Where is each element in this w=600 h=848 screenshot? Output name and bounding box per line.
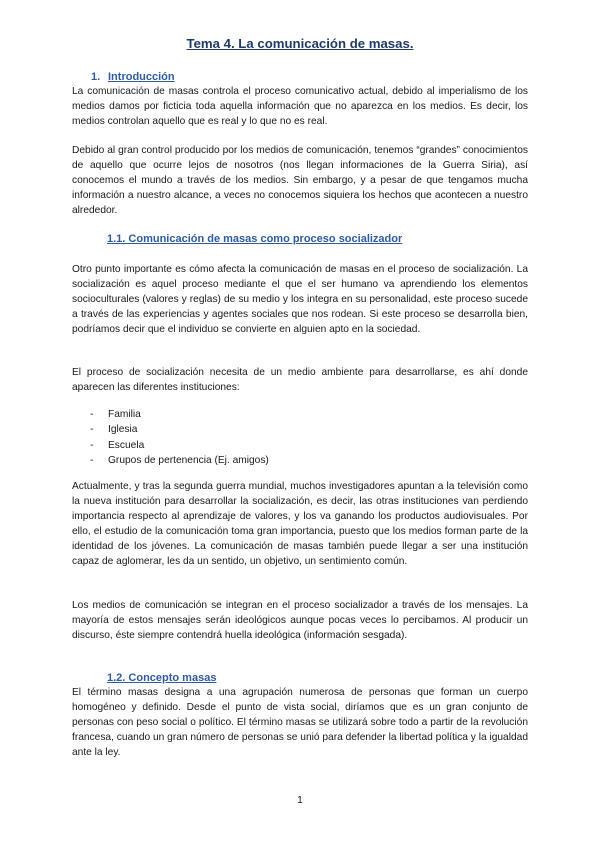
list-item xyxy=(90,422,490,437)
list-marker: - xyxy=(90,439,94,451)
list-marker: - xyxy=(90,409,94,420)
paragraph: El proceso de socialización necesita de un medio ambiente para desarrollarse, es ahí donde aparecen las diferentes instituciones: xyxy=(72,367,528,394)
paragraph: Otro punto importante es cómo afecta la comunicación de masas en el proceso de socialización. La socialización es aquel proceso mediante el que el ser humano va aprendiendo los elementos socioculturales (valores y reglas) de su medio y los integra en su personalidad, este proceso sucede a través de las experiencias y agentes sociales que nos rodean. Si este proceso se desarrolla bien, podríamos decir que el individuo se convierte en alguien apto en la sociedad. xyxy=(72,264,528,336)
list-item xyxy=(90,438,490,453)
institutions-list xyxy=(90,407,490,468)
list-item-text: Familia xyxy=(108,409,141,420)
section-heading-text: Introducción xyxy=(108,71,175,83)
paragraph: Los medios de comunicación se integran en el proceso socializador a través de los mensajes. La mayoría de estos mensajes serán ideológicos aunque pocas veces lo percibamos. Al producir un discurso, éste siempre contendrá huella ideológica (información sesgada). xyxy=(72,600,528,642)
section-heading-introduccion xyxy=(91,71,175,83)
section-number: 1. xyxy=(91,71,101,83)
list-marker: - xyxy=(90,454,94,466)
list-item xyxy=(90,453,490,468)
paragraph: Actualmente, y tras la segunda guerra mundial, muchos investigadores apuntan a la televisión como la nueva institución para desarrollar la socialización, es decir, las otras instituciones van perdiendo importancia respecto al aprendizaje de valores, y los va ganando los productos audiovisuales. Por ello, el estudio de la comunicación toma gran importancia, puesto que los medios forman parte de la identidad de los jóvenes. La comunicación de masas también puede llegar a ser una institución capaz de aglomerar, les da un sentido, un objetivo, un sentimiento común. xyxy=(72,481,528,568)
list-item-text: Iglesia xyxy=(108,424,138,436)
list-item-text: Grupos de pertenencia (Ej. amigos) xyxy=(108,454,269,466)
subsection-heading-socializador: 1.1. Comunicación de masas como proceso socializador xyxy=(107,233,403,245)
paragraph: El término masas designa a una agrupación numerosa de personas que forman un cuerpo homogéneo y definido. Desde el punto de vista social, diríamos que es un gran conjunto de personas con peso social o político. El término masas se utilizará sobre todo a partir de la revolución francesa, cuando un gran número de personas se unió para defender la libertad política y la igualdad ante la ley. xyxy=(72,687,528,759)
subsection-heading-concepto-masas: 1.2. Concepto masas xyxy=(107,672,217,684)
paragraph: La comunicación de masas controla el proceso comunicativo actual, debido al imperialismo de los medios damos por ficticia toda aquella información que no aparezca en los medios. Es decir, los medios controlan aquello que es real y lo que no es real. xyxy=(72,86,528,128)
list-item xyxy=(90,407,490,422)
list-marker: - xyxy=(90,424,94,436)
paragraph: Debido al gran control producido por los medios de comunicación, tenemos “grandes” conocimientos de aquello que ocurre lejos de nosotros (nos llegan informaciones de la Guerra Siria), así conocemos el mundo a través de los medios. Sin embargo, y a pesar de que tengamos mucha información a nuestro alcance, a veces no conocemos siquiera los hechos que acontecen a nuestro alrededor. xyxy=(72,145,528,217)
list-item-text: Escuela xyxy=(108,439,145,451)
page-number: 1 xyxy=(297,795,303,806)
document-title: Tema 4. La comunicación de masas. xyxy=(186,36,414,51)
